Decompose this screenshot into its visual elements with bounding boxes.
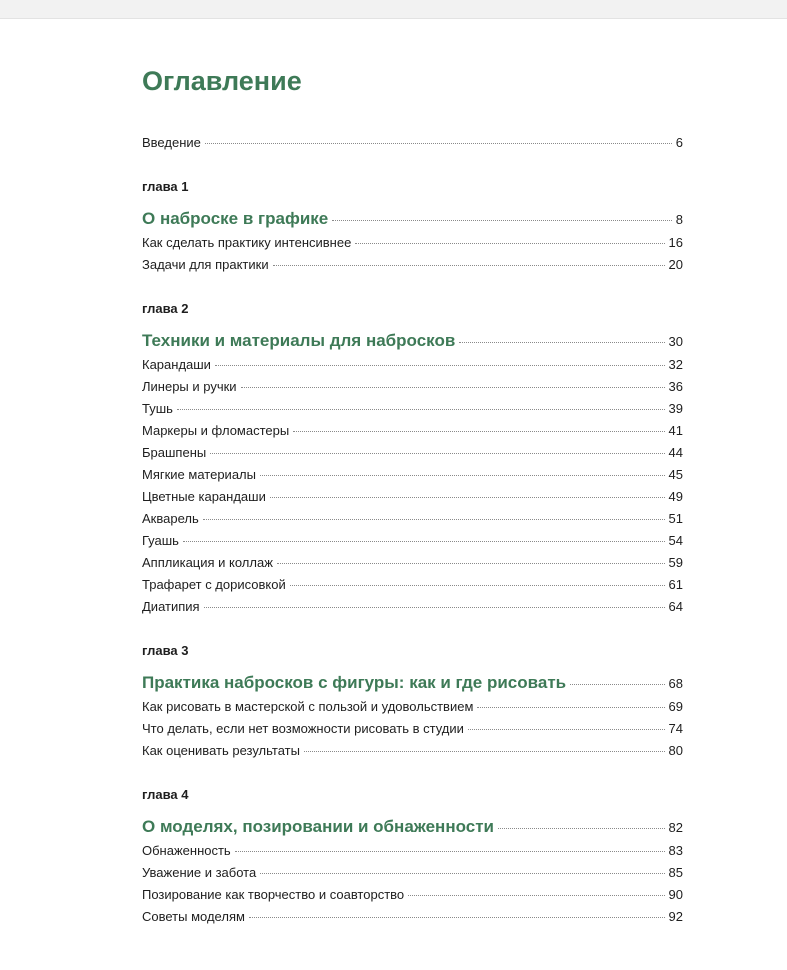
chapter-heading-page: 82 xyxy=(668,820,683,835)
toc-entry-page: 6 xyxy=(675,135,683,150)
toc-entry-page: 59 xyxy=(668,555,683,570)
toc-entry-page: 41 xyxy=(668,423,683,438)
toc-entry[interactable] xyxy=(142,906,683,928)
chapter-heading-page: 68 xyxy=(668,676,683,691)
toc-entry-page: 92 xyxy=(668,909,683,924)
toc-entry-label: Задачи для практики xyxy=(142,257,269,272)
chapter-heading-page: 8 xyxy=(675,212,683,227)
toc-entry-label: Тушь xyxy=(142,401,173,416)
toc-entry-page: 83 xyxy=(668,843,683,858)
toc-entry-label: Позирование как творчество и соавторство xyxy=(142,887,405,902)
toc-entry-label: Советы моделям xyxy=(142,909,245,924)
dot-leader xyxy=(355,243,664,244)
toc-entry-page: 69 xyxy=(668,699,683,714)
toc-entry-page: 45 xyxy=(668,467,683,482)
dot-leader xyxy=(293,431,664,432)
toc-entry-label: Трафарет с дорисовкой xyxy=(142,577,286,592)
toc-entry-page: 20 xyxy=(668,257,683,272)
dot-leader xyxy=(273,265,665,266)
toc-entry[interactable] xyxy=(142,508,683,530)
chapter-3-label: глава 3 xyxy=(142,643,189,658)
dot-leader xyxy=(290,585,665,586)
chapter-heading-label: Техники и материалы для набросков xyxy=(142,331,456,350)
toc-entry-label: Как сделать практику интенсивнее xyxy=(142,235,352,250)
toc-entry-label: Аппликация и коллаж xyxy=(142,555,273,570)
toc-entry[interactable] xyxy=(142,354,683,376)
chapter-2-label: глава 2 xyxy=(142,301,189,316)
dot-leader xyxy=(215,365,665,366)
toc-entry-label: Цветные карандаши xyxy=(142,489,266,504)
toc-entry-label: Диатипия xyxy=(142,599,200,614)
toc-entry[interactable] xyxy=(142,552,683,574)
chapter-3-heading[interactable] xyxy=(142,670,683,696)
dot-leader xyxy=(205,143,672,144)
chapter-heading-page: 30 xyxy=(668,334,683,349)
table-of-contents xyxy=(142,60,683,928)
toc-entry-page: 85 xyxy=(668,865,683,880)
toc-entry-page: 61 xyxy=(668,577,683,592)
dot-leader xyxy=(260,475,665,476)
dot-leader xyxy=(277,563,665,564)
chapter-4-heading[interactable] xyxy=(142,814,683,840)
toc-entry-label: Как рисовать в мастерской с пользой и удовольствием xyxy=(142,699,474,714)
toc-entry[interactable] xyxy=(142,464,683,486)
viewer-top-bar xyxy=(0,0,787,19)
dot-leader xyxy=(249,917,665,918)
chapter-heading-label: Практика набросков с фигуры: как и где рисовать xyxy=(142,673,567,692)
toc-entry-page: 16 xyxy=(668,235,683,250)
dot-leader xyxy=(477,707,664,708)
toc-entry-page: 32 xyxy=(668,357,683,372)
dot-leader xyxy=(183,541,665,542)
toc-entry[interactable] xyxy=(142,718,683,740)
dot-leader xyxy=(570,684,664,685)
dot-leader xyxy=(177,409,665,410)
toc-entry-page: 36 xyxy=(668,379,683,394)
chapter-1-heading[interactable] xyxy=(142,206,683,232)
dot-leader xyxy=(270,497,665,498)
toc-entry[interactable] xyxy=(142,596,683,618)
toc-entry-label: Брашпены xyxy=(142,445,207,460)
toc-entry-label: Маркеры и фломастеры xyxy=(142,423,290,438)
dot-leader xyxy=(468,729,665,730)
toc-entry[interactable] xyxy=(142,232,683,254)
toc-entry-label: Акварель xyxy=(142,511,199,526)
chapter-1-label: глава 1 xyxy=(142,179,189,194)
toc-entry-page: 54 xyxy=(668,533,683,548)
chapter-heading-label: О моделях, позировании и обнаженности xyxy=(142,817,494,836)
toc-entry-page: 80 xyxy=(668,743,683,758)
toc-entry-page: 44 xyxy=(668,445,683,460)
toc-entry[interactable] xyxy=(142,840,683,862)
page-title: Оглавление xyxy=(142,66,302,96)
toc-entry-intro[interactable] xyxy=(142,132,683,154)
toc-entry[interactable] xyxy=(142,530,683,552)
toc-entry-page: 74 xyxy=(668,721,683,736)
toc-entry[interactable] xyxy=(142,884,683,906)
toc-entry-page: 51 xyxy=(668,511,683,526)
toc-entry-page: 39 xyxy=(668,401,683,416)
toc-entry-label: Карандаши xyxy=(142,357,211,372)
toc-entry-label: Линеры и ручки xyxy=(142,379,237,394)
toc-entry[interactable] xyxy=(142,398,683,420)
toc-entry-label: Введение xyxy=(142,135,201,150)
toc-entry[interactable] xyxy=(142,420,683,442)
dot-leader xyxy=(459,342,664,343)
dot-leader xyxy=(498,828,665,829)
chapter-2-heading[interactable] xyxy=(142,328,683,354)
dot-leader xyxy=(241,387,665,388)
dot-leader xyxy=(304,751,665,752)
dot-leader xyxy=(235,851,665,852)
chapter-4-label: глава 4 xyxy=(142,787,189,802)
chapter-heading-label: О наброске в графике xyxy=(142,209,329,228)
toc-entry-page: 90 xyxy=(668,887,683,902)
toc-entry-page: 49 xyxy=(668,489,683,504)
toc-entry-page: 64 xyxy=(668,599,683,614)
toc-entry-label: Обнаженность xyxy=(142,843,231,858)
toc-entry[interactable] xyxy=(142,442,683,464)
toc-entry-label: Как оценивать результаты xyxy=(142,743,300,758)
toc-entry-label: Что делать, если нет возможности рисовать в студии xyxy=(142,721,464,736)
dot-leader xyxy=(408,895,664,896)
toc-entry-label: Мягкие материалы xyxy=(142,467,256,482)
dot-leader xyxy=(332,220,672,221)
toc-entry-label: Гуашь xyxy=(142,533,179,548)
toc-entry[interactable] xyxy=(142,862,683,884)
toc-entry[interactable] xyxy=(142,696,683,718)
dot-leader xyxy=(203,519,665,520)
toc-entry-label: Уважение и забота xyxy=(142,865,257,880)
dot-leader xyxy=(210,453,664,454)
dot-leader xyxy=(204,607,665,608)
toc-entry[interactable] xyxy=(142,574,683,596)
toc-entry[interactable] xyxy=(142,254,683,276)
dot-leader xyxy=(260,873,664,874)
toc-entry[interactable] xyxy=(142,740,683,762)
toc-entry[interactable] xyxy=(142,376,683,398)
toc-entry[interactable] xyxy=(142,486,683,508)
